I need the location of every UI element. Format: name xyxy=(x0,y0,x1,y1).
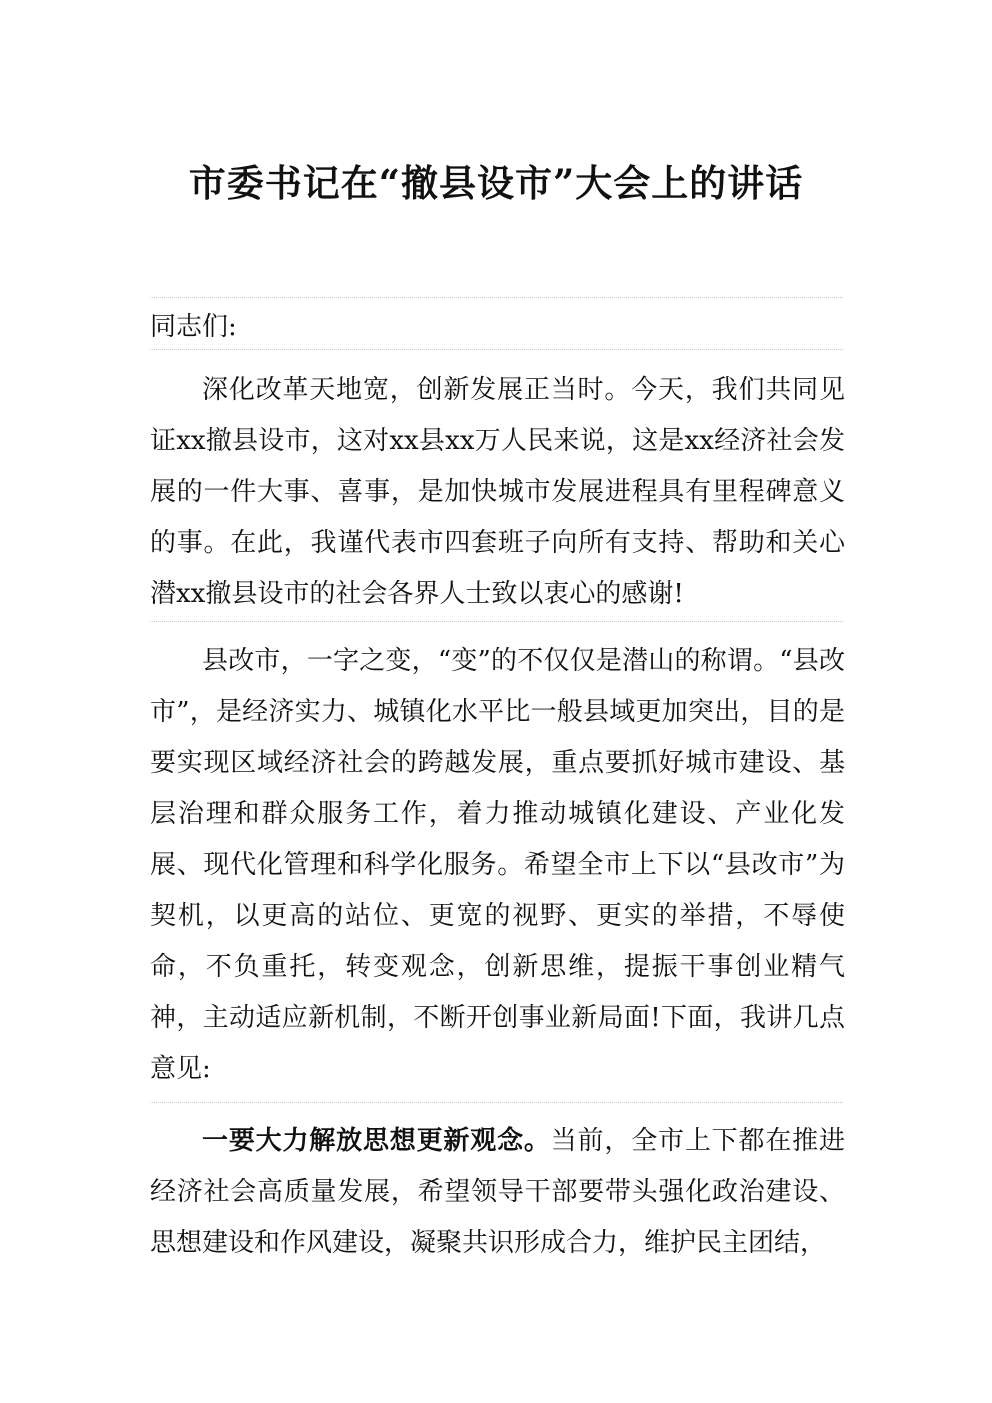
document-title: 市委书记在“撤县设市”大会上的讲话 xyxy=(188,161,804,205)
paragraph-3 xyxy=(150,1116,845,1269)
paragraph-2 xyxy=(150,636,845,1095)
paragraph-lead: 一要大力解放思想更新观念。 xyxy=(202,1126,551,1156)
divider xyxy=(150,297,843,298)
paragraph-body: 当前，全市上下都在推进经济社会高质量发展，希望领导干部要带头强化政治建设、思想建设和作风建设，凝聚共识形成合力，维护民主团结， xyxy=(150,1126,845,1258)
paragraph-text: 县改市，一字之变，“变”的不仅仅是潜山的称谓。“县改市”，是经济实力、城镇化水平比一般县域更加突出，目的是要实现区域经济社会的跨越发展，重点要抓好城市建设、基层治理和群众服务工作，着力推动城镇化建设、产业化发展、现代化管理和科学化服务。希望全市上下以“县改市”为契机，以更高的站位、更宽的视野、更实的举措，不辱使命，不负重托，转变观念，创新思维，提振干事创业精气神，主动适应新机制，不断开创事业新局面!下面，我讲几点意见: xyxy=(150,646,845,1084)
salutation: 同志们: xyxy=(150,312,237,342)
divider xyxy=(150,621,843,622)
divider xyxy=(150,349,843,350)
divider xyxy=(150,1102,843,1103)
salutation-block xyxy=(150,302,845,353)
paragraph-text: 深化改革天地宽，创新发展正当时。今天，我们共同见证xx撤县设市，这对xx县xx万人民来说，这是xx经济社会发展的一件大事、喜事，是加快城市发展进程具有里程碑意义的事。在此，我谨代表市四套班子向所有支持、帮助和关心潜xx撤县设市的社会各界人士致以衷心的感谢! xyxy=(150,375,845,609)
paragraph-1 xyxy=(150,365,845,620)
paragraph-text xyxy=(150,1116,845,1269)
